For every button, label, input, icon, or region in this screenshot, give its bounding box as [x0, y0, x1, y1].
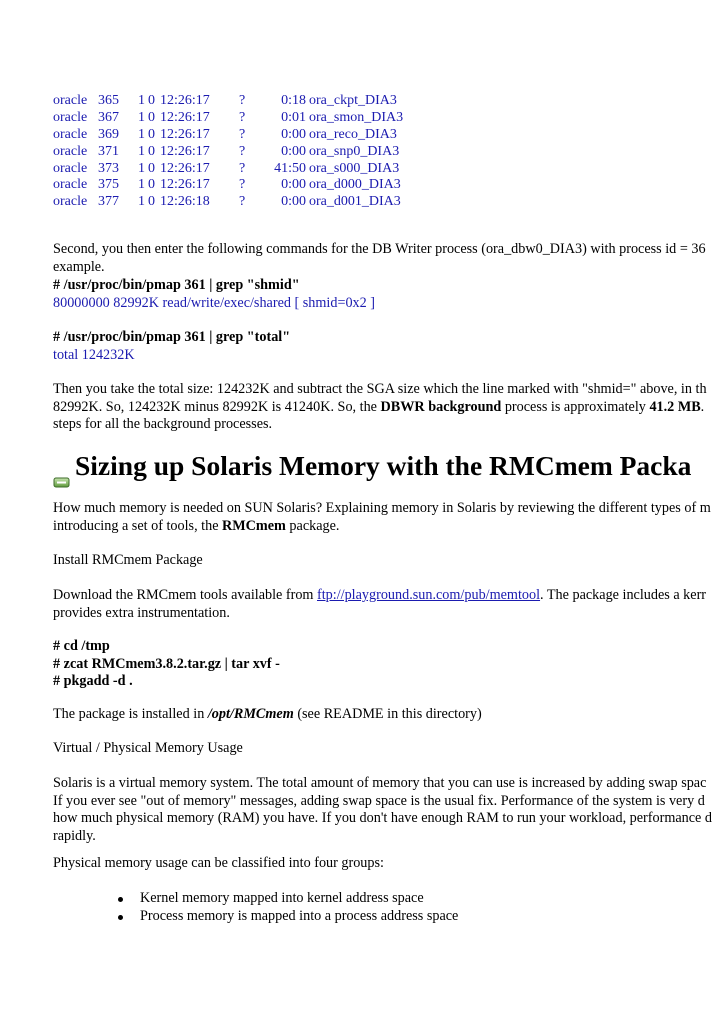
process-user: oracle	[53, 93, 88, 108]
bullet-list	[118, 890, 458, 925]
output-shmid: 80000000 82992K read/write/exec/shared [ shmid=0x2 ]	[53, 294, 376, 311]
process-cmd: ora_smon_DIA3	[309, 109, 404, 125]
process-row	[53, 161, 403, 178]
process-cmd: ora_ckpt_DIA3	[309, 93, 397, 108]
process-ppid: 1	[138, 109, 145, 125]
text-bold-dbwr: DBWR background	[380, 398, 502, 415]
process-pid: 373	[98, 160, 119, 176]
process-ppid: 1	[138, 177, 145, 193]
text-run: Download the RMCmem tools available from	[53, 587, 317, 603]
process-tty: ?	[239, 93, 246, 108]
process-pid: 371	[98, 143, 119, 159]
process-tty: ?	[239, 194, 246, 210]
text-run: .	[700, 398, 705, 415]
paragraph-then	[53, 381, 707, 434]
paragraph-line: rapidly.	[53, 827, 96, 844]
paragraph-line: how much physical memory (RAM) you have. If you don't have enough RAM to run your workload, performance d	[53, 810, 712, 826]
process-cmd: ora_reco_DIA3	[309, 126, 397, 142]
process-ppid: 1	[138, 93, 145, 108]
output-total: total 124232K	[53, 346, 135, 363]
process-user: oracle	[53, 160, 88, 176]
bullet-dot-icon	[118, 897, 123, 902]
process-tty: ?	[239, 160, 246, 176]
process-user: oracle	[53, 143, 88, 159]
process-stime: 12:26:17	[160, 177, 210, 193]
paragraph-line: Solaris is a virtual memory system. The total amount of memory that you can use is increased by adding swap spac	[53, 775, 707, 791]
process-row	[53, 93, 403, 110]
paragraph-download	[53, 587, 706, 622]
memtool-ftp-link[interactable]: ftp://playground.sun.com/pub/memtool	[317, 587, 541, 603]
subheading-install: Install RMCmem Package	[53, 552, 203, 568]
paragraph-line: Second, you then enter the following commands for the DB Writer process (ora_dbw0_DIA3) with process id = 36	[53, 241, 706, 257]
process-cputime: 0:00	[281, 126, 306, 142]
process-c: 0	[148, 177, 155, 193]
process-listing	[53, 93, 403, 211]
paragraph-installed	[53, 706, 482, 724]
command-zcat: # zcat RMCmem3.8.2.tar.gz | tar xvf -	[53, 655, 280, 672]
process-tty: ?	[239, 143, 246, 159]
process-c: 0	[148, 126, 155, 142]
process-pid: 375	[98, 177, 119, 193]
paragraph-line: steps for all the background processes.	[53, 416, 273, 432]
list-item-text: Process memory is mapped into a process address space	[140, 907, 459, 924]
paragraph-line: If you ever see "out of memory" messages, adding swap space is the usual fix. Performance of the system is very d	[53, 792, 705, 809]
process-stime: 12:26:17	[160, 93, 210, 108]
process-row	[53, 144, 403, 161]
process-user: oracle	[53, 126, 88, 142]
paragraph-line	[53, 587, 706, 605]
process-c: 0	[148, 194, 155, 210]
paragraph-line: provides extra instrumentation.	[53, 604, 230, 621]
text-bold-rmcmem: RMCmem	[222, 517, 286, 534]
process-stime: 12:26:17	[160, 160, 210, 176]
process-cputime: 0:00	[281, 143, 306, 159]
process-user: oracle	[53, 194, 88, 210]
text-bold-size: 41.2 MB	[649, 398, 701, 415]
process-c: 0	[148, 160, 155, 176]
paragraph-groups: Physical memory usage can be classified into four groups:	[53, 855, 384, 871]
command-block-total	[53, 329, 290, 364]
subheading-virtual: Virtual / Physical Memory Usage	[53, 740, 243, 756]
process-stime: 12:26:17	[160, 143, 210, 159]
process-user: oracle	[53, 109, 88, 125]
process-tty: ?	[239, 126, 246, 142]
paragraph-line: example.	[53, 258, 105, 275]
process-cmd: ora_s000_DIA3	[309, 160, 400, 176]
process-stime: 12:26:17	[160, 109, 210, 125]
process-cputime: 0:00	[281, 194, 306, 210]
process-cmd: ora_d001_DIA3	[309, 194, 401, 210]
process-ppid: 1	[138, 143, 145, 159]
command-cd: # cd /tmp	[53, 638, 110, 654]
minus-box-icon	[53, 460, 71, 474]
list-item	[118, 908, 458, 926]
paragraph-line: How much memory is needed on SUN Solaris? Explaining memory in Solaris by reviewing the different types of m	[53, 500, 711, 516]
bullet-dot-icon	[118, 915, 123, 920]
text-run: The package is installed in	[53, 706, 208, 722]
text-run: (see README in this directory)	[293, 706, 482, 722]
command-pkgadd: # pkgadd -d .	[53, 673, 133, 689]
process-row	[53, 127, 403, 144]
text-run: . The package includes a kerr	[540, 587, 707, 603]
install-path: /opt/RMCmem	[207, 706, 294, 722]
section-heading	[53, 446, 691, 486]
text-run: introducing a set of tools, the	[53, 517, 223, 534]
process-pid: 365	[98, 93, 119, 108]
process-tty: ?	[239, 109, 246, 125]
text-run: process is approximately	[501, 398, 650, 415]
text-run: 82992K. So, 124232K minus 82992K is 41240K. So, the	[53, 398, 381, 415]
process-cputime: 0:00	[281, 177, 306, 193]
list-item	[118, 890, 458, 908]
process-row	[53, 110, 403, 127]
process-cmd: ora_snp0_DIA3	[309, 143, 400, 159]
process-cputime: 41:50	[274, 160, 306, 176]
command-pmap-shmid: # /usr/proc/bin/pmap 361 | grep "shmid"	[53, 277, 300, 293]
process-stime: 12:26:17	[160, 126, 210, 142]
process-pid: 367	[98, 109, 119, 125]
paragraph-line: Then you take the total size: 124232K and subtract the SGA size which the line marked with "shmid=" above, in th	[53, 381, 707, 397]
text-run: package.	[285, 517, 340, 534]
process-cmd: ora_d000_DIA3	[309, 177, 401, 193]
process-c: 0	[148, 109, 155, 125]
process-tty: ?	[239, 177, 246, 193]
list-item-text: Kernel memory mapped into kernel address space	[140, 890, 424, 906]
process-ppid: 1	[138, 160, 145, 176]
paragraph-line	[53, 518, 711, 536]
paragraph-solaris	[53, 775, 712, 845]
process-stime: 12:26:18	[160, 194, 210, 210]
process-user: oracle	[53, 177, 88, 193]
process-ppid: 1	[138, 194, 145, 210]
paragraph-second	[53, 241, 706, 276]
paragraph-how	[53, 500, 711, 535]
process-pid: 369	[98, 126, 119, 142]
process-c: 0	[148, 143, 155, 159]
process-row	[53, 177, 403, 194]
process-c: 0	[148, 93, 155, 108]
section-heading-text: Sizing up Solaris Memory with the RMCmem Packa	[75, 450, 692, 481]
command-pmap-total: # /usr/proc/bin/pmap 361 | grep "total"	[53, 329, 291, 345]
process-ppid: 1	[138, 126, 145, 142]
process-cputime: 0:01	[281, 109, 306, 125]
install-commands	[53, 638, 280, 691]
process-cputime: 0:18	[281, 93, 306, 108]
process-row	[53, 194, 403, 211]
command-block-shmid	[53, 277, 375, 312]
process-pid: 377	[98, 194, 119, 210]
paragraph-line	[53, 399, 707, 417]
